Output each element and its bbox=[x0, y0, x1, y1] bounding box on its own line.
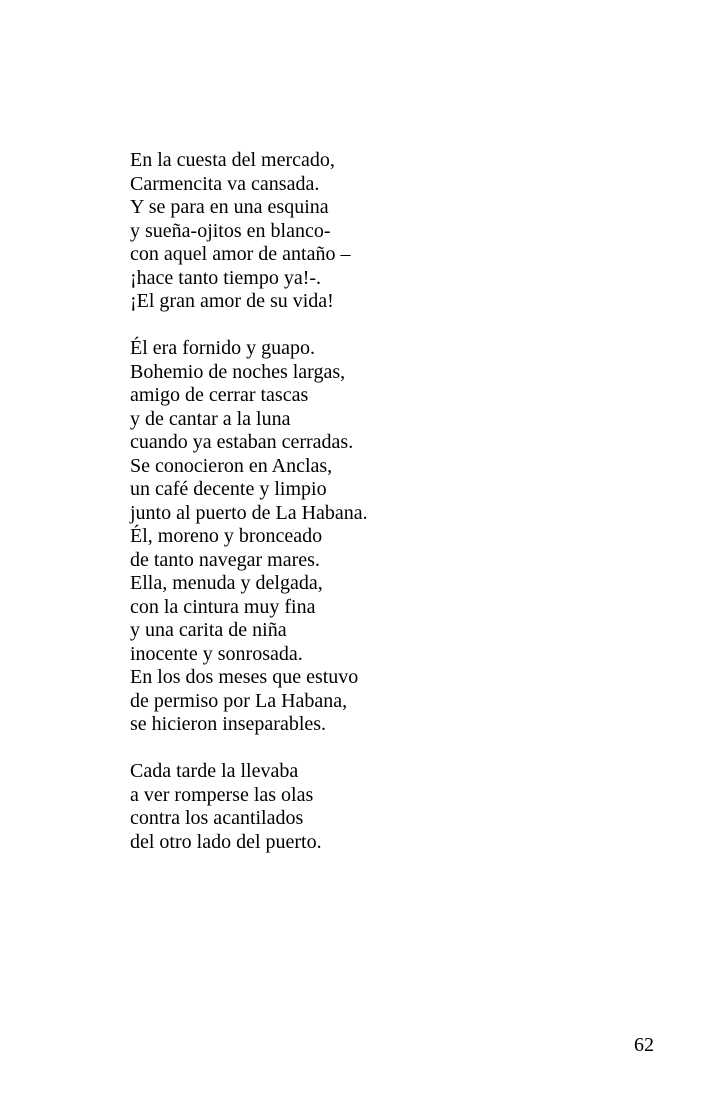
poem-line: Se conocieron en Anclas, bbox=[130, 454, 333, 477]
poem-line: y de cantar a la luna bbox=[130, 407, 291, 430]
poem-line: Él era fornido y guapo. bbox=[130, 337, 315, 359]
poem-line: cuando ya estaban cerradas. bbox=[130, 431, 354, 453]
poem-line: Carmencita va cansada. bbox=[130, 172, 320, 195]
poem-line: con aquel amor de antaño – bbox=[130, 243, 351, 265]
poem-line: Cada tarde la llevaba bbox=[130, 760, 299, 782]
poem-line: En la cuesta del mercado, bbox=[130, 149, 335, 171]
poem-line: Y se para en una esquina bbox=[130, 196, 329, 218]
poem-line: amigo de cerrar tascas bbox=[130, 384, 309, 406]
poem-line: y una carita de niña bbox=[130, 619, 287, 641]
page-number: 62 bbox=[634, 1034, 654, 1056]
poem-line: con la cintura muy fina bbox=[130, 595, 316, 618]
poem-line: y sueña-ojitos en blanco- bbox=[130, 219, 331, 242]
poem-line: contra los acantilados bbox=[130, 807, 304, 829]
poem-line: ¡El gran amor de su vida! bbox=[130, 290, 334, 312]
stanza-2 bbox=[130, 337, 610, 737]
poem-line: de tanto navegar mares. bbox=[130, 548, 320, 571]
stanza-3 bbox=[130, 760, 610, 854]
poem-line: se hicieron inseparables. bbox=[130, 713, 327, 735]
poem-line: En los dos meses que estuvo bbox=[130, 666, 359, 688]
poem-line: inocente y sonrosada. bbox=[130, 642, 303, 665]
poem-line: Él, moreno y bronceado bbox=[130, 525, 323, 547]
poem-line: a ver romperse las olas bbox=[130, 783, 314, 806]
poem-line: del otro lado del puerto. bbox=[130, 830, 322, 853]
poem-line: Bohemio de noches largas, bbox=[130, 360, 346, 383]
poem-text bbox=[130, 149, 610, 878]
poem-line: ¡hace tanto tiempo ya!-. bbox=[130, 266, 322, 289]
poem-line: un café decente y limpio bbox=[130, 478, 327, 500]
poem-line: junto al puerto de La Habana. bbox=[130, 501, 368, 524]
stanza-1 bbox=[130, 149, 610, 314]
poem-line: Ella, menuda y delgada, bbox=[130, 572, 323, 594]
poem-line: de permiso por La Habana, bbox=[130, 689, 348, 712]
